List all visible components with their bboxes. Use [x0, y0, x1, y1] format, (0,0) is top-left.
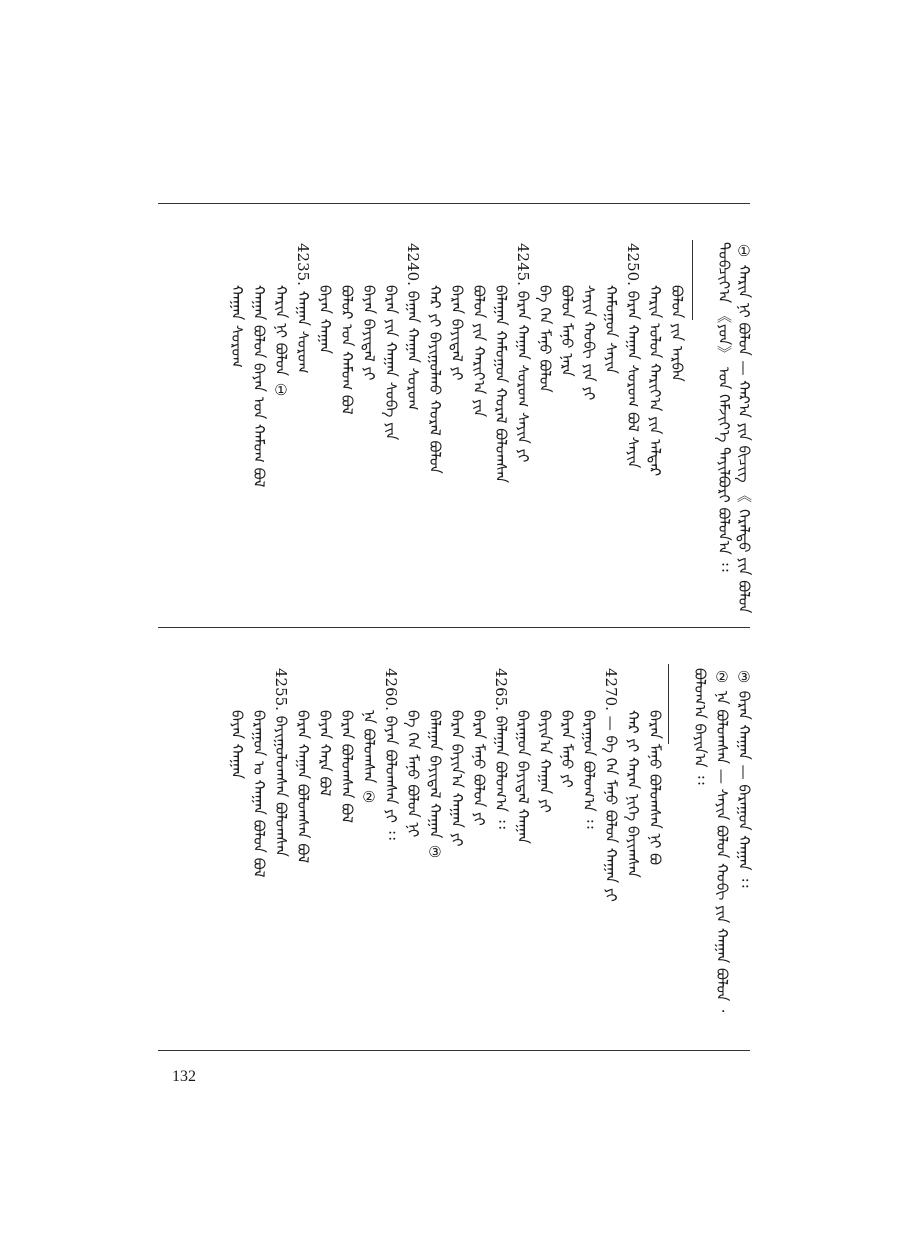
page-number: 132: [172, 1068, 196, 1085]
verse-line: 4235. ᠬᠠᠭᠠᠨ ᠰᠤᠷᠤᠭ: [294, 243, 312, 374]
verse-line: 4255. ᠪᠠᠶᠢᠭᠤᠯᠤᠭᠰᠠᠨ ᠪᠣᠯᠤᠭᠰᠠᠨ: [272, 668, 290, 857]
verse-line: 4240. ᠪᠠᠭᠠᠨ ᠬᠠᠭᠠᠨ ᠰᠤᠷᠤᠭ: [404, 243, 422, 411]
bottom-footnote-rule: [668, 664, 669, 744]
bottom-footnote-1: ③ ᠪᠠᠷᠠᠨ ᠬᠠᠭᠠᠨ — ᠪᠠᠷᠠᠭᠤᠨ ᠬᠠᠭᠠᠨ ᠄᠄: [735, 668, 753, 888]
verse-line: ᠬᠠᠷᠢᠨ ᠨᠢ ᠪᠣᠯᠣᠨ ①: [272, 285, 290, 399]
verse-line: ᠪᠣᠯᠤᠨ ᠮᠠᠨ᠋ᠤ ᠨᠡᠷᠡ: [558, 285, 576, 377]
verse-line: 4265. ᠪᠠᠯᠠᠭᠠᠨ ᠪᠣᠯᠤᠭ᠎ᠠ ᠄᠄: [492, 668, 510, 829]
top-footnote-rule: [692, 240, 693, 320]
bottom-footnote-3: ᠪᠣᠯᠣᠭ᠎ᠠ ᠪᠠᠶᠢᠨ᠎ᠠ ᠄᠄: [691, 668, 709, 785]
verse-line: ᠪᠠᠶᠢᠨ᠎ᠠ ᠬᠠᠭᠠᠨ ᠶᠢ: [536, 710, 554, 813]
verse-line: ᠪᠠᠷᠠᠭᠤᠨ ᠪᠣᠯᠤᠭ᠎ᠠ ᠄᠄: [580, 710, 598, 829]
top-footnote-2: ᠲᠣᠪᠴᠢᠶ᠎ᠠ 《ᠶᠤᠨ》 ᠤᠨ ᠬᠡᠮᠵᠢᠶ᠎ᠡ ᠲᠠᠶᠢᠯᠪᠤᠷᠢ ᠪᠣᠯᠤᠨ᠎ᠠ ᠄᠄: [715, 242, 733, 572]
verse-line: ᠪᠠᠷᠠᠨ ᠮᠠᠨ᠋ᠤ ᠪᠣᠯᠣᠨ ᠶᠢ: [470, 710, 488, 826]
bottom-rule: [158, 1050, 750, 1051]
verse-line: ᠪᠠᠶᠠᠨ ᠬᠠᠷᠠ ᠪᠣᠯ: [316, 710, 334, 797]
verse-line: ᠨᠠ ᠪᠣᠯᠤᠭᠰᠠᠨ ②: [360, 710, 378, 807]
top-footnote-1: ① ᠬᠠᠷᠢᠨ ᠨᠢ ᠪᠣᠯᠤᠨ — ᠬᠠᠷ᠎ᠠ ᠶᠢᠨ ᠪᠢᠴᠢᠭ᠌ 《 ᠭᠡᠷᠡᠯᠲᠦ ᠶᠢᠨ ᠪᠣᠯᠤᠨ: [735, 242, 753, 614]
verse-line: ᠪᠠᠷᠠᠭᠤᠨ ᠤ ᠬᠠᠭᠠᠨ ᠪᠣᠯᠣᠨ ᠪᠣᠯ: [250, 710, 268, 878]
bottom-footnote-2: ② ᠨᠠ ᠪᠣᠯᠤᠭᠰᠠᠨ — ᠰᠠᠶᠢᠨ ᠪᠣᠯᠤᠨ ᠬᠤᠪᠢ ᠶᠢᠨ ᠬᠠᠭᠠᠨ ᠪᠣᠯᠣᠨ ᠂: [713, 668, 731, 1013]
verse-line: ᠪᠠᠷᠠᠨ ᠪᠠᠶᠢᠳᠠᠯ ᠶᠢ: [448, 285, 466, 381]
verse-line: ᠪᠠᠷᠠᠨ ᠮᠠᠨ᠋ᠤ ᠶᠢ: [558, 710, 576, 788]
verse-line: ᠪᠠ ᠭᠡᠨ ᠮᠠᠨ᠋ᠤ ᠪᠣᠯᠣᠨ ᠨᠢ: [404, 710, 422, 838]
middle-rule: [158, 627, 750, 628]
verse-line: ᠬᠠᠮᠤᠭᠤᠨ ᠰᠠᠶᠢᠨ: [602, 285, 620, 374]
verse-line: ᠪᠠᠷᠠᠨ ᠶᠢᠨ ᠬᠠᠭᠠᠨ ᠰᠣᠪᠠ ᠶᠢᠨ: [382, 285, 400, 441]
verse-line: ᠪᠠᠶᠠᠨ ᠬᠠᠭᠠᠨ: [316, 285, 334, 355]
verse-line: ᠬᠠᠷ ᠶᠢ ᠬᠠᠷᠠᠨ ᠨᠢᠭᠡ ᠪᠠᠶᠢᠭᠰᠠᠨ: [624, 710, 642, 878]
verse-line: ᠬᠠᠭᠠᠨ ᠪᠣᠯᠣᠨ ᠪᠠᠶᠠᠨ ᠤᠨ ᠬᠠᠮᠤᠭ ᠪᠣᠯ: [250, 285, 268, 488]
verse-line: 4260. ᠪᠠᠶᠠᠨ ᠪᠣᠯᠤᠭᠰᠠᠨ ᠶᠢ ᠄᠄: [382, 668, 400, 840]
verse-line: 4250. ᠪᠠᠷᠠᠨ ᠬᠠᠭᠠᠨ ᠰᠤᠷᠤᠭ ᠪᠣᠯ ᠰᠠᠶᠢᠨ: [624, 243, 642, 469]
verse-line: ᠰᠠᠶᠢᠨ ᠬᠤᠪᠢ ᠶᠢᠨ ᠶᠢ: [580, 285, 598, 401]
verse-line: ᠪᠠᠷᠠᠭᠤᠨ ᠪᠠᠶᠢᠳᠠᠯ ᠬᠠᠭᠠᠨ: [514, 710, 532, 844]
verse-line: ᠬᠠᠭᠠᠨ ᠰᠤᠷᠤᠭ: [228, 285, 246, 368]
verse-line: 4270. — ᠪᠠ ᠭᠡᠨ ᠮᠠᠨ᠋ᠤ ᠪᠣᠯᠣᠨ ᠬᠠᠭᠠᠨ ᠶᠢ: [602, 668, 620, 902]
verse-line: ᠪᠠᠶᠠᠨ ᠪᠠᠶᠢᠳᠠᠯ ᠶᠢ: [360, 285, 378, 381]
verse-line: ᠪᠣᠯᠣᠷ ᠤᠨ ᠬᠠᠮᠤᠭ ᠪᠣᠯ: [338, 285, 356, 415]
verse-line: ᠪᠠ ᠭᠡᠨ ᠮᠠᠨ᠋ᠤ ᠪᠣᠯᠣᠨ: [536, 285, 554, 393]
top-rule: [158, 203, 750, 204]
verse-line: ᠪᠠᠶᠠᠨ ᠬᠠᠭᠠᠨ: [228, 710, 246, 780]
verse-line: ᠪᠠᠷᠠᠨ ᠪᠣᠯᠤᠭᠰᠠᠨ ᠪᠣᠯ: [338, 710, 356, 824]
verse-line: ᠪᠣᠯᠣᠨ ᠶᠢᠨ ᠠᠷᠪᠠᠨ: [668, 285, 686, 382]
verse-line: ᠬᠠᠷ ᠶᠢ ᠪᠠᠶᠢᠭᠤᠯᠬᠤ ᠬᠤᠷᠠᠯ ᠪᠣᠯᠤᠨ: [426, 285, 444, 474]
verse-line: ᠪᠠᠯᠠᠭᠠᠨ ᠬᠠᠮᠤᠭᠤᠨ ᠬᠤᠷᠠᠯ ᠪᠣᠯᠤᠭᠰᠠᠨ: [492, 285, 510, 483]
verse-line: ᠬᠠᠷᠢᠨ ᠣᠯᠤᠨ ᠬᠠᠷᠢᠶ᠎ᠠ ᠶᠢᠨ ᠠᠯᠳᠠᠷ: [646, 285, 664, 477]
verse-line: ᠪᠣᠯᠤᠨ ᠶᠢᠨ ᠬᠠᠷᠢᠶ᠎ᠠ ᠶᠢᠨ: [470, 285, 488, 418]
verse-line: ᠪᠠᠯᠠᠭᠠᠨ ᠪᠠᠶᠢᠳᠠᠯ ᠬᠠᠭᠠᠨ ③: [426, 710, 444, 862]
verse-line: ᠪᠠᠷᠠᠨ ᠬᠠᠭᠠᠨ ᠪᠣᠯᠤᠭᠰᠠᠨ ᠪᠣᠯ: [294, 710, 312, 864]
verse-line: ᠪᠠᠷᠠᠨ ᠮᠠᠨ᠋ᠤ ᠪᠣᠯᠣᠭᠰᠠᠨ ᠨᠢ ᠪᠣ: [646, 710, 664, 866]
verse-line: 4245. ᠪᠠᠷᠠᠨ ᠬᠠᠭᠠᠨ ᠰᠤᠷᠤᠭ ᠰᠠᠶᠢᠨ ᠶᠢ: [514, 243, 532, 463]
verse-line: ᠪᠠᠷᠠᠨ ᠪᠠᠶᠢᠨ᠎ᠠ ᠬᠠᠭᠠᠨ ᠶᠢ: [448, 710, 466, 847]
